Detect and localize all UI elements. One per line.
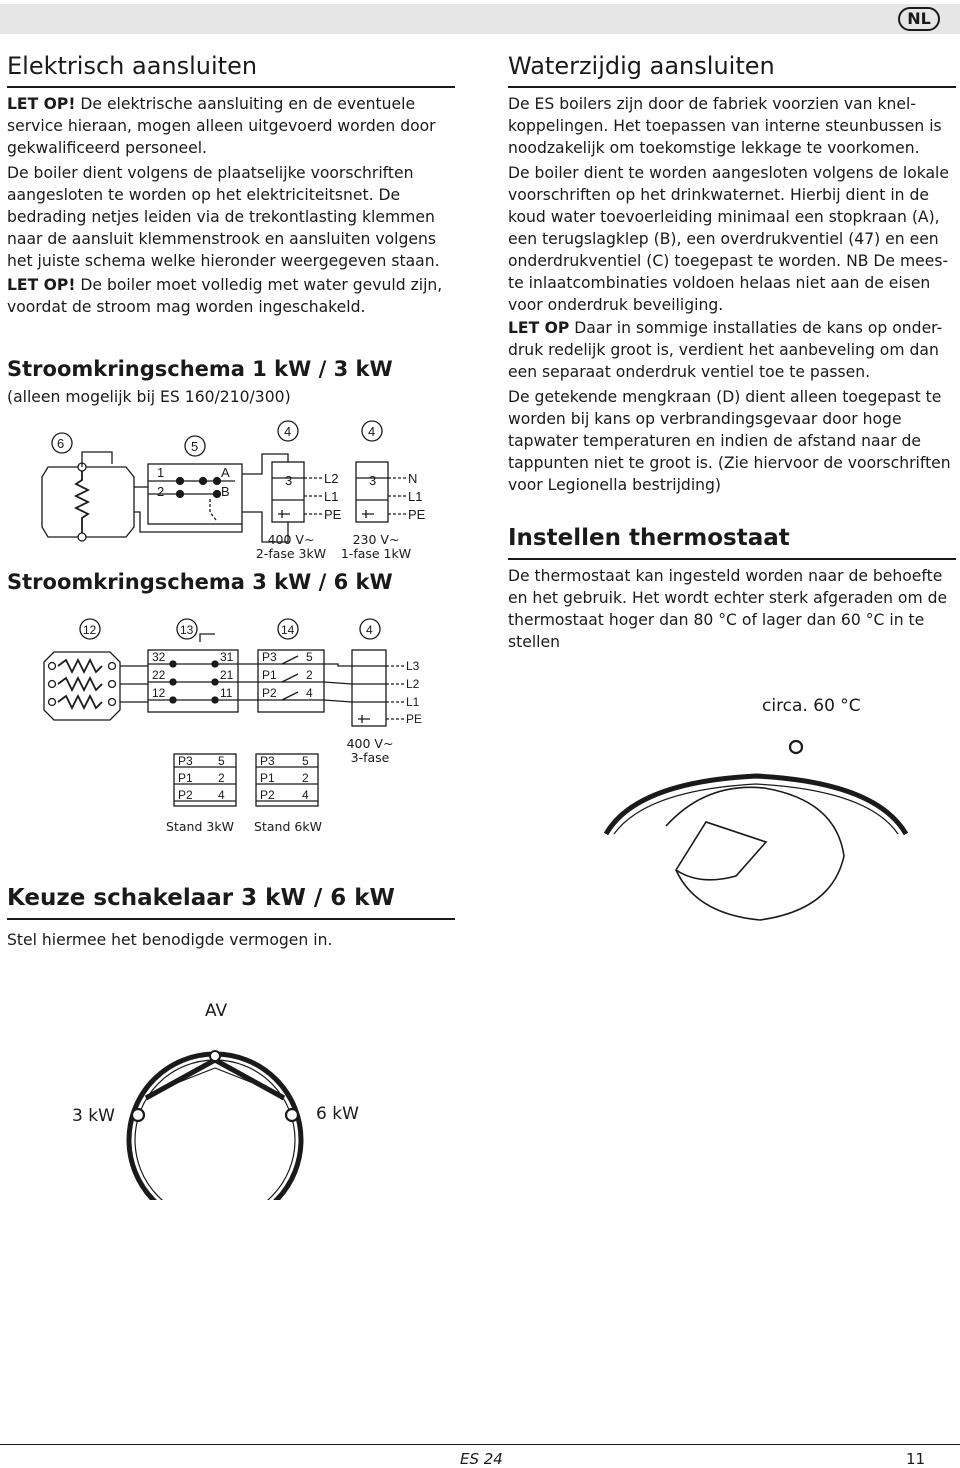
diagram-label: 4	[302, 788, 309, 802]
section-title-water: Waterzijdig aansluiten	[508, 52, 775, 80]
dial-6kw-dot	[286, 1109, 298, 1121]
caption-line: 400 V~	[267, 532, 315, 547]
diagram-label: A	[221, 465, 230, 480]
diagram-label: P1	[260, 771, 275, 785]
diagram-label: 4	[218, 788, 225, 802]
diagram-label: 31	[220, 650, 234, 664]
water-para3	[508, 317, 956, 383]
power-selector-dial[interactable]	[120, 1040, 310, 1200]
diagram-label: 12	[83, 623, 97, 637]
diagram-label: 22	[152, 668, 166, 682]
diagram-label: P3	[260, 754, 275, 768]
caption-line: 2-fase 3kW	[255, 546, 327, 561]
diagram-label: 4	[368, 424, 376, 439]
caption-400v-3fase	[340, 737, 400, 765]
caption-line: 1-fase 1kW	[340, 546, 412, 561]
footer-model: ES 24	[460, 1450, 503, 1468]
caption-line: 3-fase	[350, 750, 390, 765]
switch-text: Stel hiermee het benodigde vermogen in.	[7, 931, 333, 949]
schema1-title: Stroomkringschema 1 kW / 3 kW	[7, 357, 393, 381]
footer-rule	[0, 1444, 960, 1445]
diagram-label: 5	[218, 754, 225, 768]
diagram-label: 11	[220, 686, 233, 700]
diagram-label: 5	[306, 650, 313, 664]
diagram-label: B	[221, 484, 230, 499]
diagram-label: 32	[152, 650, 166, 664]
section-title-thermostat: Instellen thermostaat	[508, 525, 790, 551]
diagram-label: P2	[178, 788, 193, 802]
water-para4: De getekende mengkraan (D) dient alleen toegepast te worden bij kans op verbrandingsgevaar door hoge tapwater temperaturen en indien de afstand naar de tappunten niet te groot is. (Zie hiervoor de voorschriften voor Legionella bestrijding)	[508, 388, 951, 494]
diagram-label: P1	[262, 668, 277, 682]
diagram-label: 3	[285, 473, 293, 488]
diagram-label: 2	[157, 484, 165, 499]
title-rule	[7, 918, 455, 920]
warning-text-3: Daar in sommige installaties de kans op onder-druk redelijk groot is, verdient het aanbeveling om dan een separaat onderdruk ventiel toe te passen.	[508, 319, 943, 381]
diagram-label: 4	[306, 686, 313, 700]
diagram-label: 4	[284, 424, 292, 439]
diagram-label: 2	[302, 771, 309, 785]
diagram-label: 12	[152, 686, 166, 700]
diagram-label: L2	[324, 471, 339, 486]
thermostat-knob[interactable]	[596, 730, 916, 930]
language-badge: NL	[898, 7, 940, 31]
diagram-label: P1	[178, 771, 193, 785]
electrical-warning	[7, 93, 455, 159]
caption-400v-2fase	[255, 533, 327, 561]
page-number: 11	[906, 1450, 926, 1468]
title-rule	[508, 558, 956, 560]
warning-label-2: LET OP!	[7, 276, 76, 294]
dial-3kw-dot	[132, 1109, 144, 1121]
title-rule	[508, 86, 956, 88]
warning-label: LET OP!	[7, 95, 76, 113]
diagram-label: 5	[191, 439, 199, 454]
caption-stand-6kw: Stand 6kW	[254, 819, 322, 834]
diagram-label: L1	[408, 489, 423, 504]
diagram-label: 2	[218, 771, 225, 785]
warning-text-2: De boiler moet volledig met water gevuld zijn, voordat de stroom mag worden ingeschakeld.	[7, 276, 443, 316]
thermostat-marker-dot	[790, 741, 802, 753]
diagram-label: 21	[220, 668, 234, 682]
caption-line: 400 V~	[346, 736, 394, 751]
caption-stand-3kw: Stand 3kW	[166, 819, 234, 834]
caption-230v-1fase	[340, 533, 412, 561]
electrical-warning-water	[7, 274, 455, 318]
water-para1: De ES boilers zijn door de fabriek voorzien van knel-koppelingen. Het toepassen van interne steunbussen is noodzakelijk om toekomstige lekkage te voorkomen.	[508, 95, 942, 157]
diagram-label: P2	[262, 686, 277, 700]
diagram-label: 3	[369, 473, 377, 488]
thermostat-text: De thermostaat kan ingesteld worden naar de behoefte en het gebruik. Het wordt echter sterk afgeraden om de thermostaat hoger dan 80 °C of lager dan 60 °C in te stellen	[508, 567, 948, 651]
diagram-label: 2	[306, 668, 313, 682]
diagram-label: L3	[406, 659, 420, 673]
diagram-label: P3	[262, 650, 277, 664]
diagram-label: 14	[281, 623, 295, 637]
section-title-electrical: Elektrisch aansluiten	[7, 52, 258, 80]
circuit-diagram-3kw-6kw	[40, 612, 440, 812]
diagram-label: 4	[366, 623, 373, 637]
caption-line: 230 V~	[352, 532, 400, 547]
schema1-subtitle: (alleen mogelijk bij ES 160/210/300)	[7, 388, 291, 406]
diagram-label: PE	[406, 712, 423, 726]
electrical-paragraph: De boiler dient volgens de plaatselijke voorschriften aangesloten te worden op het elektriciteitsnet. De bedrading netjes leiden via de trekontlasting klemmen naar de aansluit klemmenstrook en aansluiten volgens het juiste schema welke hieronder weergegeven staan.	[7, 164, 440, 270]
warning-label-3: LET OP	[508, 319, 570, 337]
title-rule	[7, 86, 455, 88]
diagram-label: L2	[406, 677, 420, 691]
diagram-label: 5	[302, 754, 309, 768]
diagram-label: PE	[324, 507, 342, 522]
schema2-title: Stroomkringschema 3 kW / 6 kW	[7, 570, 393, 594]
thermostat-setting-label: circa. 60 °C	[762, 696, 861, 716]
water-para2: De boiler dient te worden aangesloten volgens de lokale voorschriften op het drinkwaternet. Hierbij dient in de koud water toevoerleiding minimaal een stopkraan (A), een terugslagklep (B), een overdrukventiel (47) en een onderdrukventiel (C) toegepast te worden. NB De mees-te inlaatcombinaties voldoen helaas niet aan de eisen voor onderdruk beveiliging.	[508, 164, 949, 314]
dial-av-label: AV	[205, 1001, 228, 1021]
diagram-label: L1	[324, 489, 339, 504]
diagram-label: P2	[260, 788, 275, 802]
warning-text: De elektrische aansluiting en de eventuele service hieraan, mogen alleen uitgevoerd worden door gekwalificeerd personeel.	[7, 95, 436, 157]
diagram-label: L1	[406, 695, 420, 709]
header-bar	[0, 4, 960, 34]
dial-3kw-label: 3 kW	[72, 1106, 115, 1126]
diagram-label: N	[408, 471, 418, 486]
diagram-label: PE	[408, 507, 426, 522]
diagram-label: 6	[57, 436, 65, 451]
diagram-label: 1	[157, 465, 165, 480]
diagram-label: 13	[180, 623, 194, 637]
section-title-switch: Keuze schakelaar 3 kW / 6 kW	[7, 885, 395, 911]
dial-6kw-label: 6 kW	[316, 1104, 359, 1124]
diagram-label: P3	[178, 754, 193, 768]
